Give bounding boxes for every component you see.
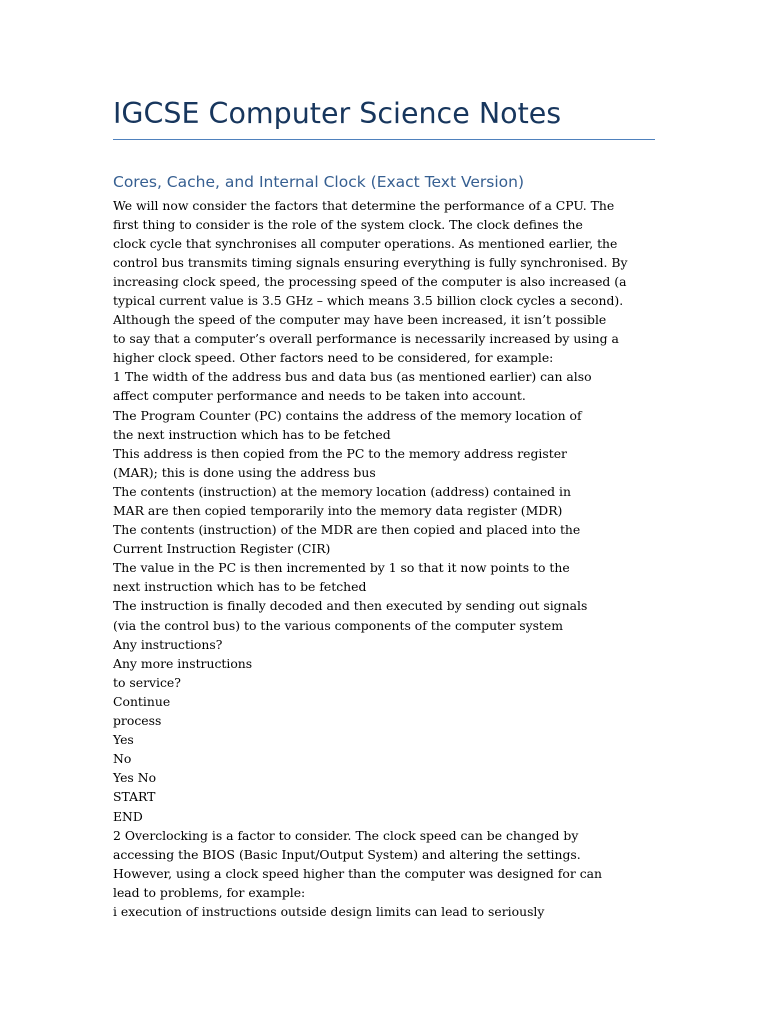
body-line: No xyxy=(113,751,132,767)
body-line: i execution of instructions outside design limits can lead to seriously xyxy=(113,903,545,919)
document-title: IGCSE Computer Science Notes xyxy=(113,97,562,130)
body-line: Continue xyxy=(113,693,171,709)
body-line: control bus transmits timing signals ensuring everything is fully synchronised. By xyxy=(113,254,628,270)
body-line: higher clock speed. Other factors need to be considered, for example: xyxy=(113,350,554,366)
body-line: to service? xyxy=(113,674,181,690)
body-line: clock cycle that synchronises all computer operations. As mentioned earlier, the xyxy=(113,235,618,251)
body-line: However, using a clock speed higher than the computer was designed for can xyxy=(113,865,603,881)
body-line: The contents (instruction) of the MDR are then copied and placed into the xyxy=(113,522,581,538)
body-line: The instruction is finally decoded and then executed by sending out signals xyxy=(113,598,588,614)
body-line: first thing to consider is the role of the system clock. The clock defines the xyxy=(113,216,583,232)
section-heading: Cores, Cache, and Internal Clock (Exact Text Version) xyxy=(113,173,525,191)
body-line: START xyxy=(113,789,156,805)
body-line: typical current value is 3.5 GHz – which means 3.5 billion clock cycles a second). xyxy=(113,292,624,308)
body-line: lead to problems, for example: xyxy=(113,884,306,900)
body-line: process xyxy=(113,713,162,729)
body-line: MAR are then copied temporarily into the memory data register (MDR) xyxy=(113,503,563,518)
body-line: The contents (instruction) at the memory location (address) contained in xyxy=(113,483,571,499)
body-line: increasing clock speed, the processing speed of the computer is also increased (a xyxy=(113,273,627,289)
title-underline xyxy=(113,139,655,140)
body-line: accessing the BIOS (Basic Input/Output System) and altering the settings. xyxy=(113,846,581,862)
body-line: 1 The width of the address bus and data bus (as mentioned earlier) can also xyxy=(113,369,592,385)
body-line: next instruction which has to be fetched xyxy=(113,579,367,595)
body-line: Yes xyxy=(113,732,134,748)
body-line: The Program Counter (PC) contains the address of the memory location of xyxy=(113,407,582,423)
body-line: Although the speed of the computer may have been increased, it isn’t possible xyxy=(113,312,607,328)
body-line: 2 Overclocking is a factor to consider. The clock speed can be changed by xyxy=(113,827,579,843)
body-line: This address is then copied from the PC to the memory address register xyxy=(113,445,567,461)
body-line: affect computer performance and needs to be taken into account. xyxy=(113,388,526,404)
body-line: the next instruction which has to be fetched xyxy=(113,426,391,442)
body-line: The value in the PC is then incremented by 1 so that it now points to the xyxy=(113,560,570,576)
body-line: END xyxy=(113,808,143,824)
body-line: (via the control bus) to the various components of the computer system xyxy=(113,617,563,633)
body-line: Current Instruction Register (CIR) xyxy=(113,541,331,557)
body-line: to say that a computer’s overall performance is necessarily increased by using a xyxy=(113,331,619,347)
body-line: Any instructions? xyxy=(113,636,223,652)
body-line: Yes No xyxy=(113,770,157,786)
body-line: (MAR); this is done using the address bus xyxy=(113,464,376,480)
body-text xyxy=(113,196,673,922)
body-line: We will now consider the factors that determine the performance of a CPU. The xyxy=(113,197,615,213)
body-line: Any more instructions xyxy=(113,655,253,671)
